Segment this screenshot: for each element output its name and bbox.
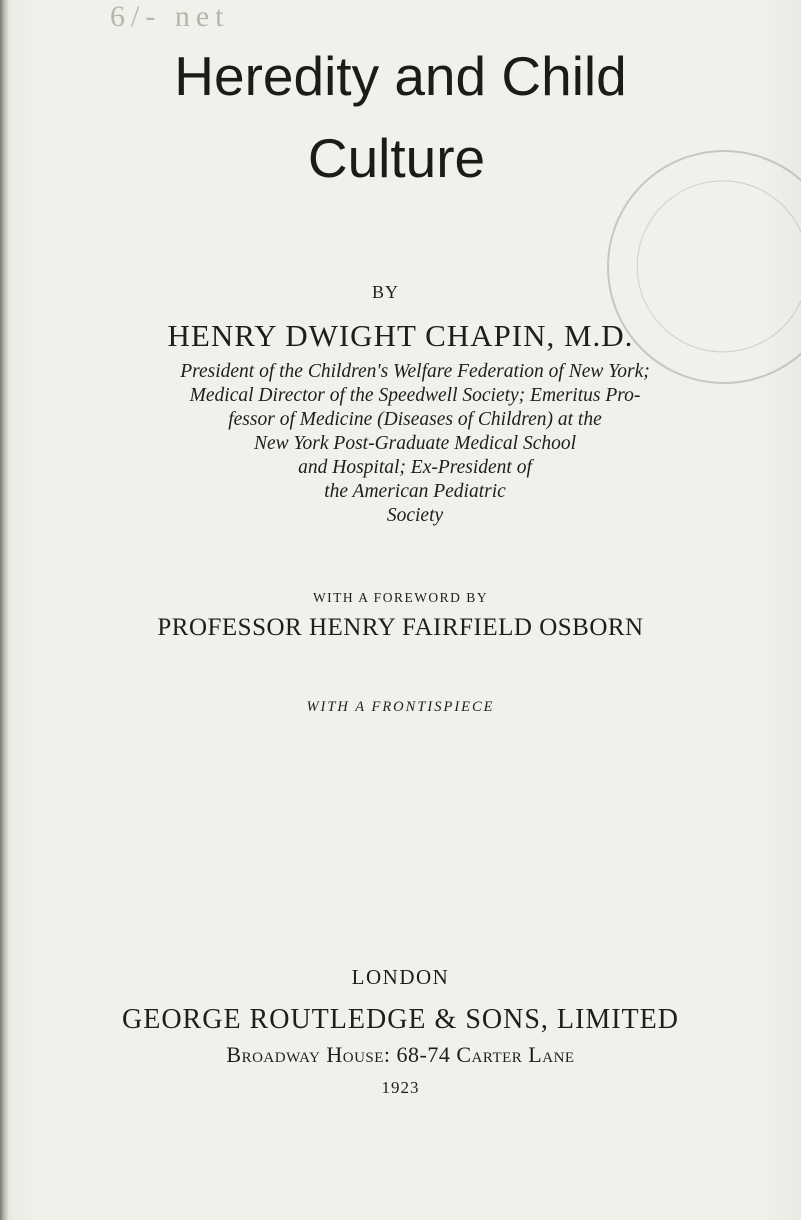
pencil-price-note: 6/- net [110, 0, 230, 33]
publisher-address: Broadway House: 68-74 Carter Lane [226, 1042, 575, 1067]
credentials-line: President of the Children's Welfare Federation of New York; [180, 361, 650, 382]
author-name: HENRY DWIGHT CHAPIN, M.D. [167, 318, 634, 353]
credentials-line: New York Post-Graduate Medical School [253, 433, 577, 454]
book-title-line-2: Culture [307, 127, 486, 189]
credentials-line: and Hospital; Ex-President of [298, 457, 532, 478]
book-title-line-1: Heredity and Child [174, 45, 627, 107]
publisher-name: GEORGE ROUTLEDGE & SONS, LIMITED [122, 1004, 679, 1035]
credentials-line: Medical Director of the Speedwell Society; Emeritus Pro- [189, 385, 641, 406]
credentials-line: fessor of Medicine (Diseases of Children) at the [228, 409, 602, 430]
credentials-line: Society [386, 505, 444, 526]
author-credentials [80, 360, 750, 528]
frontispiece-note: WITH A FRONTISPIECE [306, 699, 495, 715]
foreword-label: WITH A FOREWORD BY [312, 590, 489, 605]
publication-place: LONDON [351, 965, 450, 989]
by-label: BY [372, 282, 400, 302]
foreword-author: PROFESSOR HENRY FAIRFIELD OSBORN [157, 614, 644, 641]
credentials-line: the American Pediatric [324, 481, 506, 502]
publication-year: 1923 [381, 1078, 420, 1097]
